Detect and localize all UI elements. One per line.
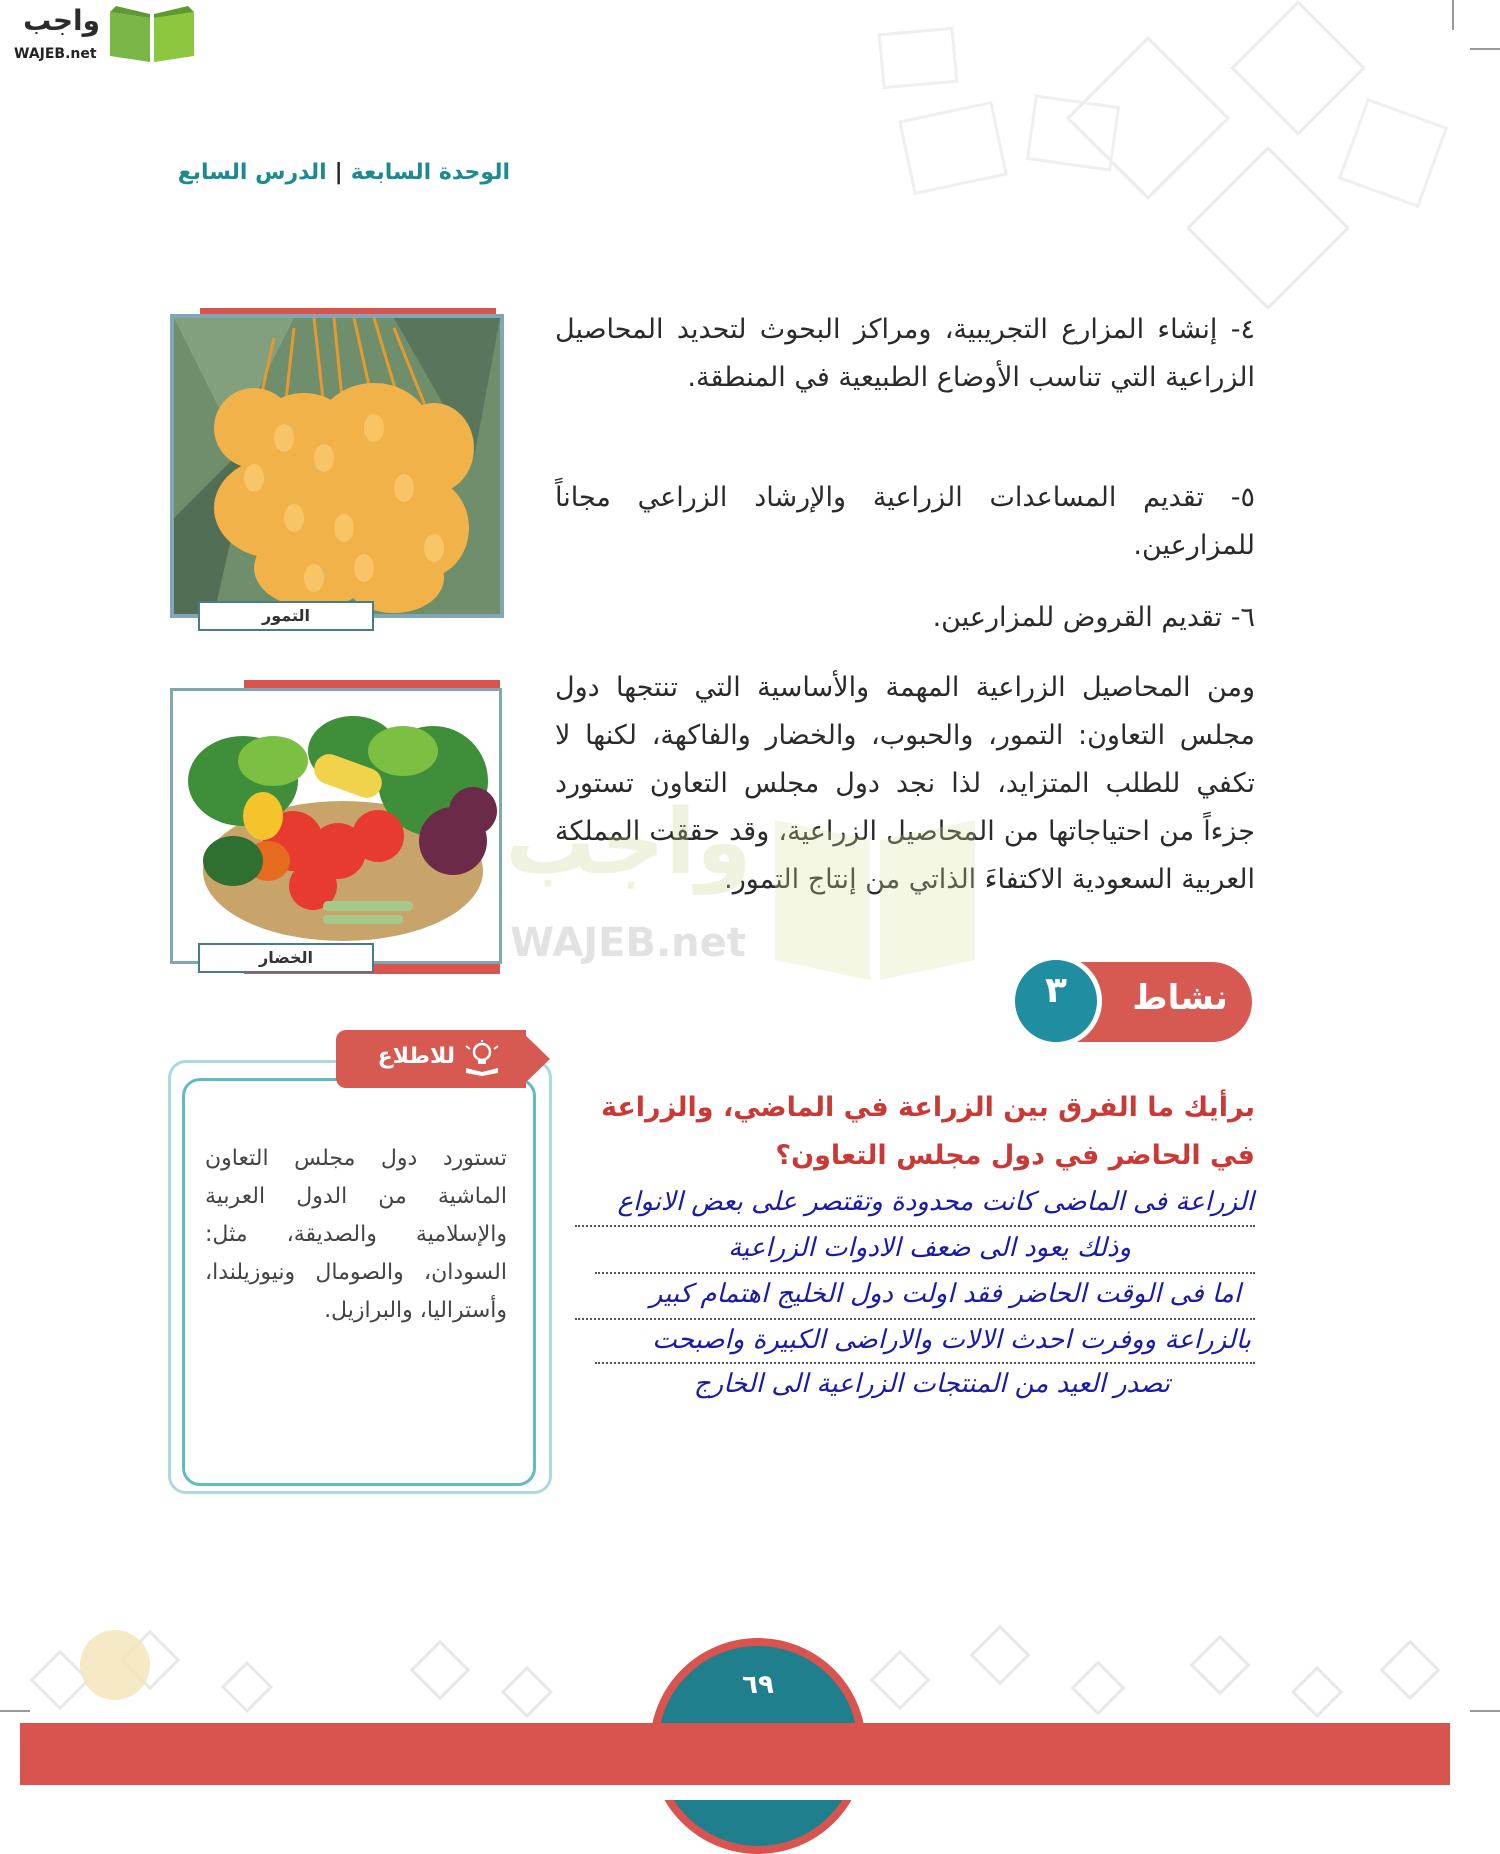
decor-square — [1186, 146, 1350, 310]
footer-band — [20, 1723, 1450, 1785]
footer-side-logo — [80, 1630, 150, 1700]
decor-square — [878, 27, 959, 89]
main-paragraph: ومن المحاصيل الزراعية المهمة والأساسية التي تنتجها دول مجلس التعاون: التمور، والحبوب، والخضار والفاكهة، لكنها لا تكفي للطلب المتزايد، لذا نجد دول مجلس التعاون تستورد جزءاً من احتياجاتها من المحاصيل الزراعية، وقد حققت المملكة العربية السعودية الاكتفاءَ الذاتي من إنتاج التمور. — [555, 672, 1255, 895]
vegetables-caption: الخضار — [198, 943, 374, 973]
activity-number: ٣ — [1045, 970, 1067, 1011]
crop-mark — [1470, 48, 1500, 50]
watermark-arabic: واجب — [505, 790, 752, 895]
answer-line-2: وذلك يعود الى ضعف الادوات الزراعية — [728, 1233, 1131, 1263]
logo — [8, 4, 198, 66]
dates-caption: التمور — [198, 601, 374, 631]
logo-arabic: واجب — [23, 4, 100, 37]
lightbulb-book-icon — [462, 1040, 502, 1076]
list-item-5: ٥- تقديم المساعدات الزراعية والإرشاد الزراعي مجاناً للمزارعين. — [555, 482, 1255, 561]
decor-square — [1338, 98, 1448, 208]
activity-label: نشاط — [1132, 978, 1228, 1018]
logo-latin: WAJEB.net — [14, 46, 97, 62]
activity-question: برأيك ما الفرق بين الزراعة في الماضي، والزراعة في الحاضر في دول مجلس التعاون؟ — [600, 1092, 1255, 1171]
header-divider: | — [334, 160, 343, 185]
answer-line-1: الزراعة فى الماضى كانت محدودة وتقتصر على بعض الانواع — [617, 1187, 1254, 1217]
answer-line-5: تصدر العيد من المنتجات الزراعية الى الخارج — [693, 1369, 1170, 1399]
dates-photo — [170, 314, 504, 618]
crop-mark — [1452, 0, 1454, 30]
info-text: تستورد دول مجلس التعاون الماشية من الدول العربية والإسلامية والصديقة، مثل: السودان، والصومال ونيوزيلندا، وأستراليا، والبرازيل. — [205, 1146, 507, 1323]
unit-title: الوحدة السابعة — [350, 160, 510, 185]
lesson-title: الدرس السابع — [177, 160, 327, 185]
list-item-4: ٤- إنشاء المزارع التجريبية، ومراكز البحوث لتحديد المحاصيل الزراعية التي تناسب الأوضاع الطبيعية في المنطقة. — [555, 314, 1255, 393]
book-icon — [108, 4, 196, 64]
decor-square — [1230, 0, 1366, 136]
vegetables-photo — [170, 688, 502, 964]
answer-dotline — [575, 1225, 1255, 1227]
info-tag-label: للاطلاع — [377, 1044, 455, 1069]
page-header — [160, 160, 510, 185]
footer-strip — [20, 1785, 1450, 1800]
decor-square — [898, 101, 1008, 195]
watermark — [505, 790, 1005, 990]
watermark-latin: WAJEB.net — [510, 920, 746, 966]
page-number: ٦٩ — [742, 1670, 774, 1700]
decor-square — [1026, 94, 1120, 171]
answer-line-4: بالزراعة ووفرت احدث الالات والاراضى الكبيرة واصبحت — [652, 1325, 1251, 1355]
list-item-6: ٦- تقديم القروض للمزارعين. — [932, 602, 1255, 633]
watermark-book-icon — [775, 800, 975, 980]
info-tag-arrow — [520, 1030, 550, 1088]
answer-line-3: اما فى الوقت الحاضر فقد اولت دول الخليج اهتمام كبير — [649, 1279, 1241, 1309]
